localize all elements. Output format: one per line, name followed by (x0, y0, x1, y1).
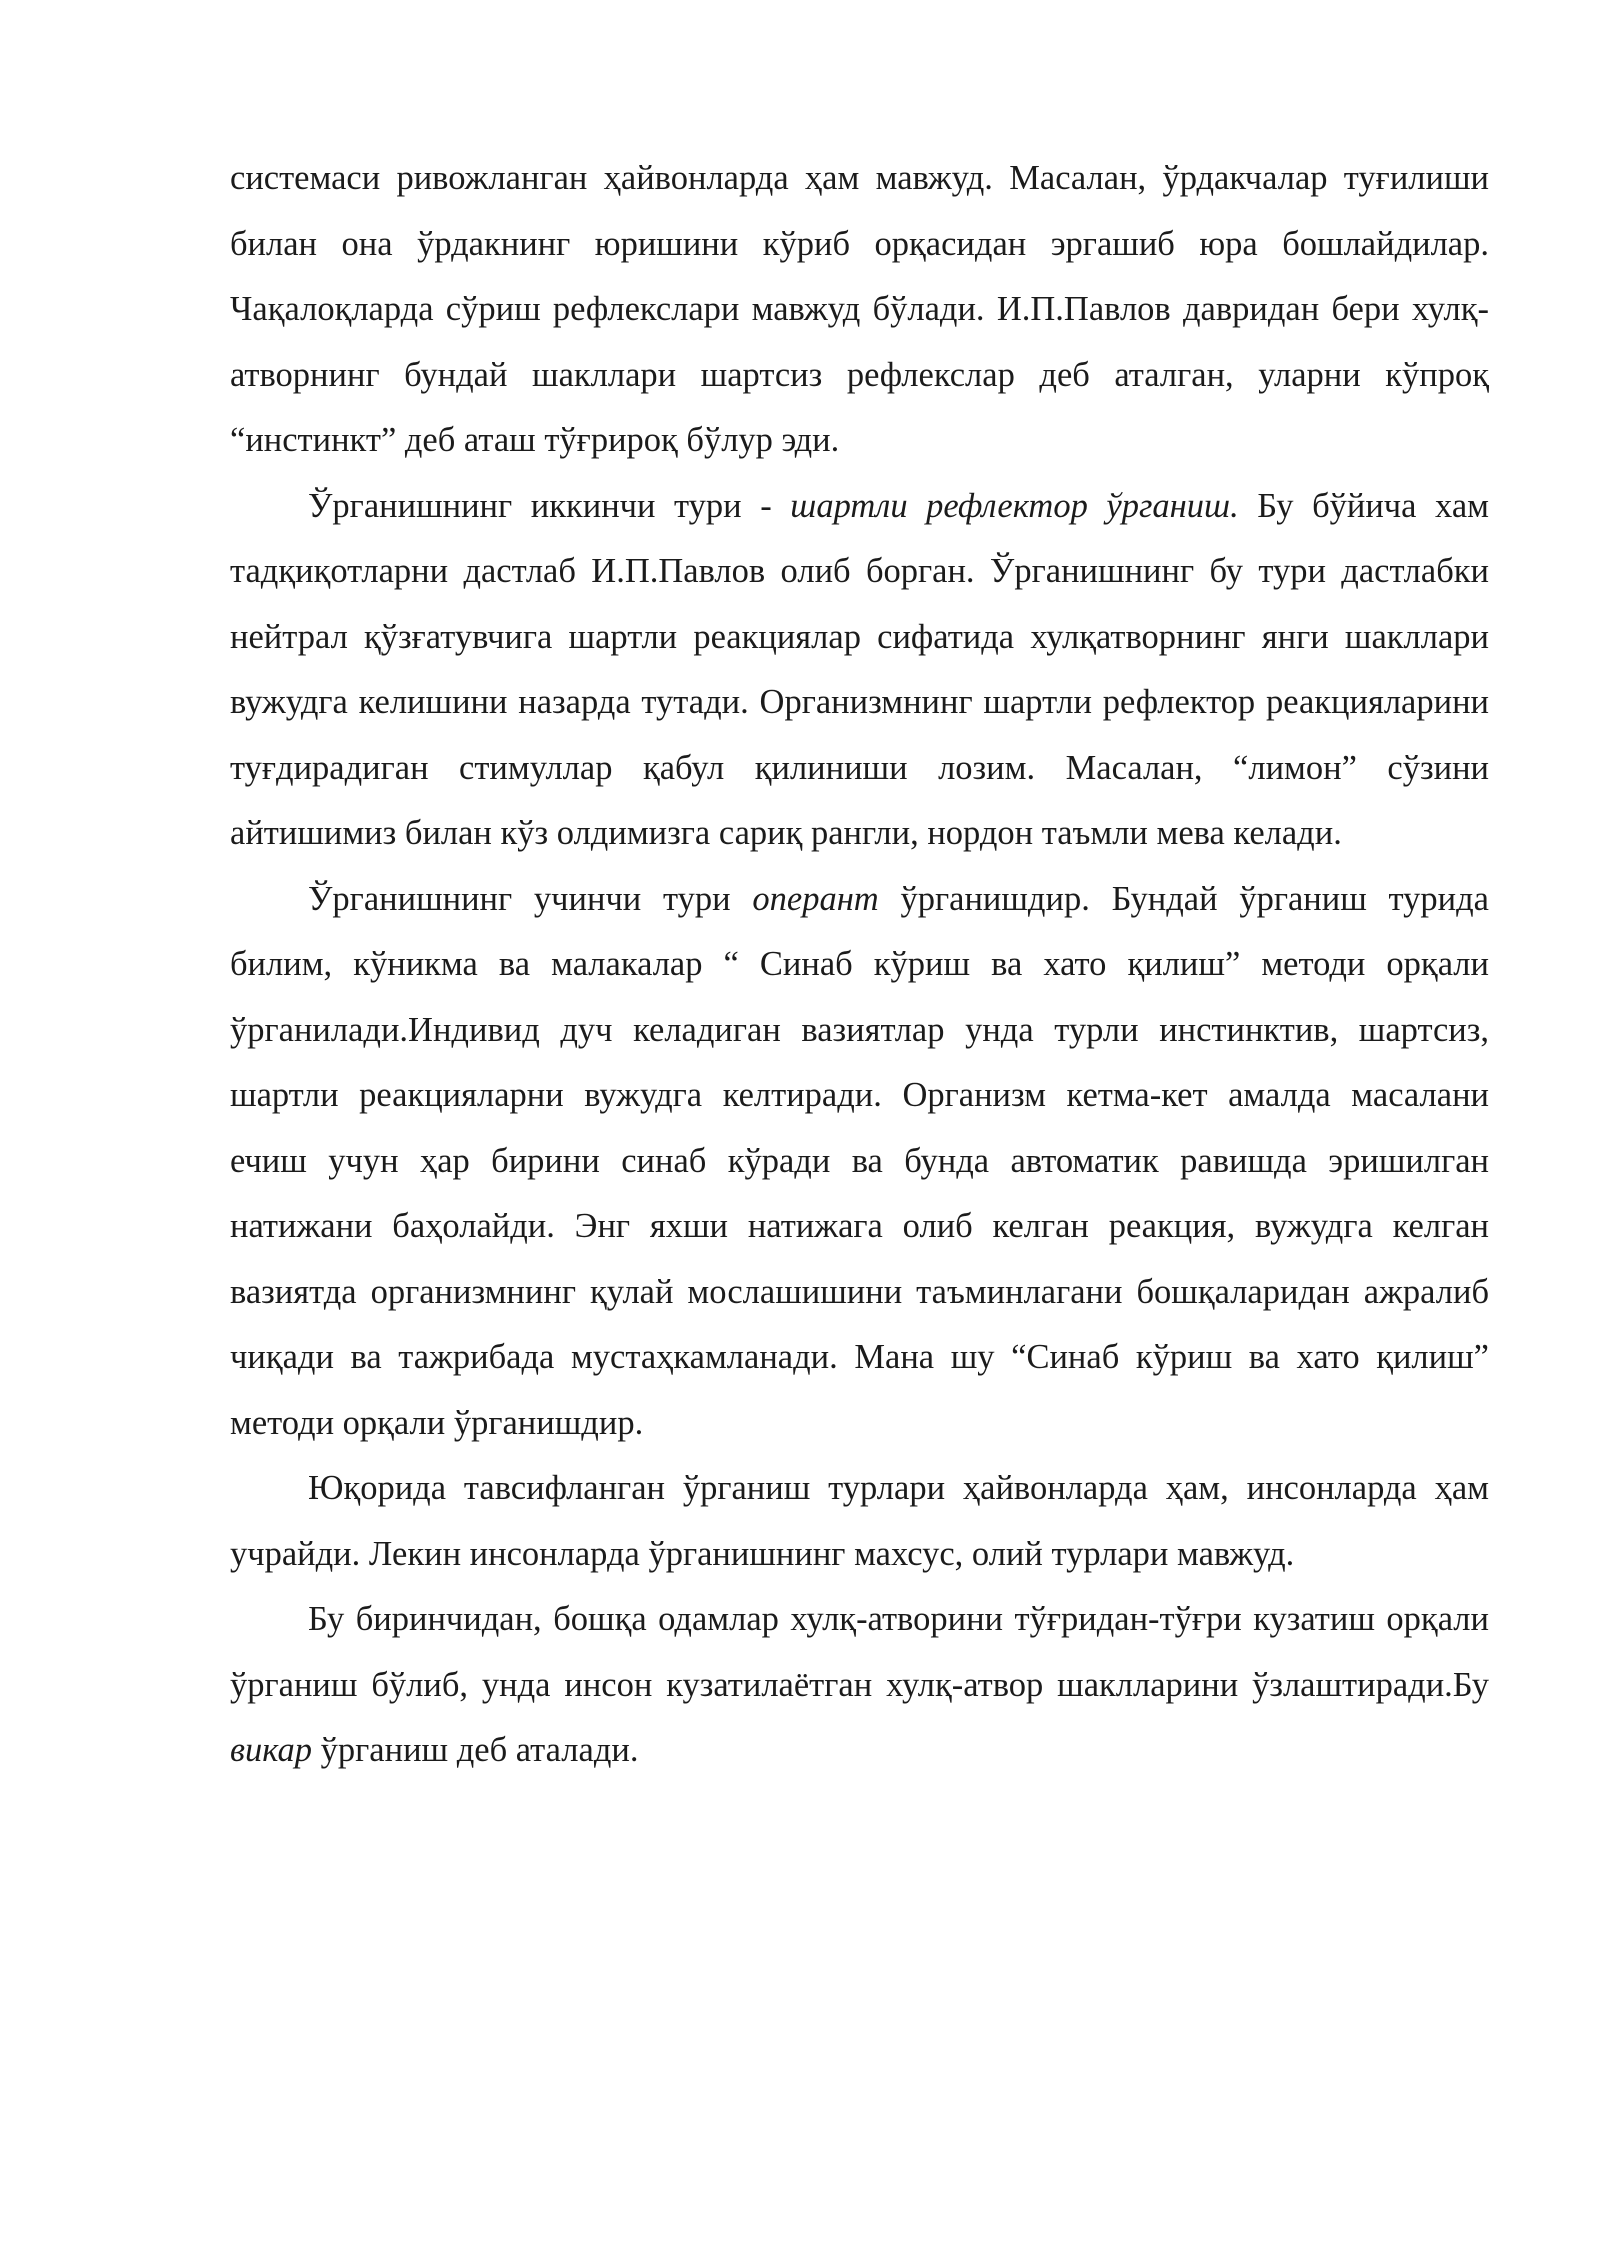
paragraph-4-text: Юқорида тавсифланган ўрганиш турлари ҳайвонларда ҳам, инсонларда ҳам учрайди. Лекин инсонларда ўрганишнинг махсус, олий турлари мавжуд. (230, 1469, 1489, 1573)
paragraph-3-text-rest: ўрганишдир. Бундай ўрганиш турида билим, кўникма ва малакалар “ Синаб кўриш ва хато қилиш” методи орқали ўрганилади.Индивид дуч келадиган вазиятлар унда турли инстинктив, шартсиз, шартли реакцияларни вужудга келтиради. Организм кетма-кет амалда масалани ечиш учун ҳар бирини синаб кўради ва бунда автоматик равишда эришилган натижани баҳолайди. Энг яхши натижага олиб келган реакция, вужудга келган вазиятда организмнинг қулай мослашишини таъминлагани бошқаларидан ажралиб чиқади ва тажрибада мустаҳкамланади. Мана шу “Синаб кўриш ва хато қилиш” методи орқали ўрганишдир. (230, 879, 1489, 1442)
paragraph-2-text-start: Ўрганишнинг иккинчи тури - (308, 486, 791, 525)
paragraph-1 (230, 146, 1489, 474)
paragraph-5-text-end: ўрганиш деб аталади. (312, 1731, 639, 1769)
paragraph-3-term-operant: оперант (752, 879, 879, 918)
paragraph-2-text-rest: Бу бўйича хам тадқиқотларни дастлаб И.П.Павлов олиб борган. Ўрганишнинг бу тури дастлабки нейтрал қўзғатувчига шартли реакциялар сифатида хулқатворнинг янги шакллари вужудга келишини назарда тутади. Организмнинг шартли рефлектор реакцияларини туғдирадиган стимуллар қабул қилиниши лозим. Масалан, “лимон” сўзини айтишимиз билан кўз олдимизга сариқ рангли, нордон таъмли мева келади. (230, 486, 1489, 852)
paragraph-4 (230, 1456, 1489, 1587)
paragraph-3-text-start: Ўрганишнинг учинчи тури (308, 879, 753, 918)
paragraph-5-term-vicarious: викар (230, 1731, 313, 1769)
paragraph-5-text-start: Бу биринчидан, бошқа одамлар хулқ-атворини тўғридан-тўғри кузатиш орқали ўрганиш бўлиб, унда инсон кузатилаётган хулқ-атвор шаклларини ўзлаштиради.Бу (230, 1600, 1489, 1704)
paragraph-2 (230, 474, 1489, 867)
document-page (230, 146, 1489, 1784)
paragraph-2-term-conditioned-reflex: шартли рефлектор ўрганиш. (790, 486, 1239, 525)
paragraph-3 (230, 867, 1489, 1457)
paragraph-5 (230, 1587, 1489, 1784)
paragraph-1-text: системаси ривожланган ҳайвонларда ҳам мавжуд. Масалан, ўрдакчалар туғилиши билан она ўрдакнинг юришини кўриб орқасидан эргашиб юра бошлайдилар. Чақалоқларда сўриш рефлекслари мавжуд бўлади. И.П.Павлов давридан бери хулқ-атворнинг бундай шакллари шартсиз рефлекслар деб аталган, уларни кўпроқ “инстинкт” деб аташ тўғрироқ бўлур эди. (230, 159, 1489, 459)
